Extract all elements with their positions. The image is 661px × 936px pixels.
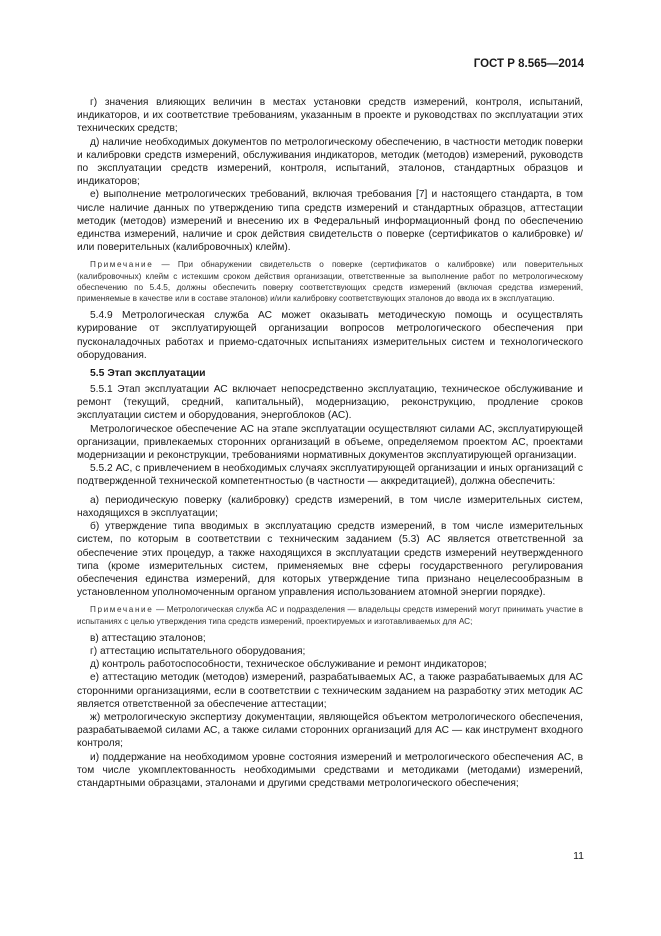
list-item-a: а) периодическую поверку (калибровку) средств измерений, в том числе измерительных систем, находящихся в эксплуатации;	[77, 494, 583, 519]
list-item-b: б) утверждение типа вводимых в эксплуатацию средств измерений, в том числе измерительных систем, по которым в соответствии с техническим заданием (5.3) АС является ответственной за обеспечение этих процедур, а также находящихся в эксплуатации средств измерений неутвержденного типа (кроме измерительных систем, применяемых вне сферы государственного регулирования обеспечения единства измерений, для которых утверждение типа признано нецелесообразным в установленном уполномоченным органом управления использованием атомной энергии порядке).	[77, 521, 583, 599]
note-verification	[77, 259, 583, 304]
list-item-v: в) аттестацию эталонов;	[90, 632, 206, 644]
paragraph-5-4-9: 5.4.9 Метрологическая служба АС может оказывать методическую помощь и осуществлять курирование от эксплуатирующей организации вопросов метрологического обеспечения при пусконаладочных работах и приемо-сдаточных испытаниях измерительных систем и технологического оборудования.	[77, 310, 583, 361]
list-item-g: г) аттестацию испытательного оборудования;	[90, 645, 306, 657]
list-item-zh: ж) метрологическую экспертизу документации, являющейся объектом метрологического обеспечения, разрабатываемой силами АС, а также силами сторонних организаций для АС — как инструмент входного контроля;	[77, 711, 583, 750]
list-item-d: д) контроль работоспособности, техническое обслуживание и ремонт индикаторов;	[90, 659, 487, 671]
paragraph-5-5-1-support: Метрологическое обеспечение АС на этапе эксплуатации осуществляют силами АС, эксплуатирующей организации, привлекаемых сторонних организаций в объеме, определяемом проектом АС, проектами модернизации и реконструкции, требованиями нормативных документов эксплуатирующей организации.	[77, 423, 583, 462]
paragraph-5-5-1: 5.5.1 Этап эксплуатации АС включает непосредственно эксплуатацию, техническое обслуживание и ремонт (текущий, средний, капитальный), модернизацию, реконструкцию, продление сроков эксплуатации систем и оборудования, энергоблоков (АС).	[77, 384, 583, 422]
section-heading-5-5: 5.5 Этап эксплуатации	[90, 368, 206, 380]
page-body	[77, 96, 583, 790]
document-header: ГОСТ Р 8.565—2014	[473, 58, 584, 70]
paragraph-g-influencing-quantities: г) значения влияющих величин в местах установки средств измерений, контроля, испытаний, индикаторов, и их соответствие требованиям, указанным в проекте и руководствах по эксплуатации этих технических средств;	[77, 97, 583, 135]
paragraph-d-documents: д) наличие необходимых документов по метрологическому обеспечению, в частности методик поверки и калибровки средств измерений, обслуживания индикаторов, методик (методов) измерений, руководств по эксплуатации средств измерений, контроля, испытаний, эталонов, стандартных образцов и индикаторов;	[77, 136, 583, 188]
note-type-approval	[77, 604, 583, 626]
list-item-e: е) аттестацию методик (методов) измерений, разрабатываемых АС, а также разрабатываемых для АС сторонними организациями, если в соответствии с техническим заданием на разработку этих методик АС является ответственной за обеспечение аттестации;	[77, 672, 583, 710]
paragraph-e-requirements: е) выполнение метрологических требований, включая требования [7] и настоящего стандарта, в том числе наличие данных по утверждению типа средств измерений и стандартных образцов, аттестации методик (методов) измерений и внесению их в Федеральный информационный фонд по обеспечению единства измерений, наличие и срок действия свидетельств о поверке (сертификатов о калибровке) и/или поверительных (калибровочных) клейм).	[77, 189, 583, 254]
paragraph-5-5-2: 5.5.2 АС, с привлечением в необходимых случаях эксплуатирующей организации и иных организаций с подтвержденной технической компетентностью (в частности — аккредитацией), должна обеспечить:	[77, 463, 583, 488]
page-number: 11	[573, 850, 584, 862]
note-label: Примечание	[90, 605, 154, 615]
note-text: — При обнаружении свидетельств о поверке (сертификатов о калибровке) или поверительных (калибровочных) клейм с истекшим сроком действия организации, ответственные за выполнение работ по метрологическому обеспечению по 5.4.5, должны обеспечить поверку соответствующих средств измерений (включая средства измерений, применяемые в качестве или в составе эталонов) и/или калибровку соответствующих эталонов до ввода их в эксплуатацию.	[77, 260, 583, 304]
list-item-i: и) поддержание на необходимом уровне состояния измерений и метрологического обеспечения АС, в том числе укомплектованность необходимыми средствами и методиками (методами) измерений, стандартными образцами, эталонами и другими средствами метрологического обеспечения;	[77, 751, 583, 789]
note-text: — Метрологическая служба АС и подразделения — владельцы средств измерений могут принимать участие в испытаниях с целью утверждения типа средств измерений, проектируемых и изготавливаемых для АС;	[77, 605, 583, 626]
note-label: Примечание	[90, 260, 154, 270]
